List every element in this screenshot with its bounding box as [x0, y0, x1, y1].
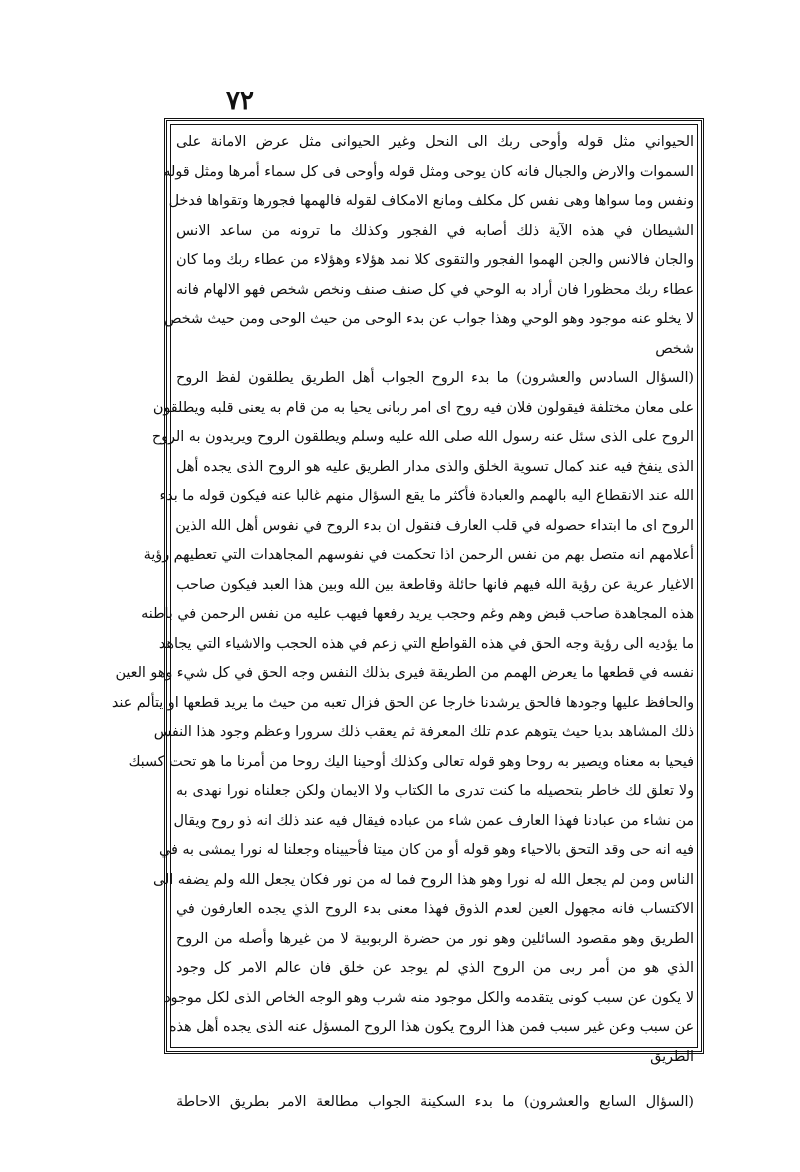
text-line: ما يؤديه الى رؤية وجه الحق في هذه القواطع التي زعم في هذه الحجب والاشياء التي يجاهد — [158, 635, 694, 652]
section-heading-line: (السؤال السادس والعشرون) ما بدء الروح الجواب أهل الطريق يطلقون لفظ الروح — [176, 370, 694, 386]
text-line: من نشاء من عبادنا فهذا العارف عمن شاء من عباده فيقال فيه عند ذلك انه ذو روح ويقال — [173, 812, 694, 829]
text-line: الذى ينفخ فيه عند كمال تسوية الخلق والذى مدار الطريق عليه هو الروح الذى يجده أهل — [176, 458, 694, 475]
section-heading-line: (السؤال السابع والعشرون) ما بدء السكينة الجواب مطالعة الامر بطريق الاحاطة — [176, 1094, 694, 1110]
text-line: لا يخلو عنه موجود وهو الوحي وهذا جواب عن بدء الوحى من حيث الوحى ومن حيث شخص — [164, 311, 694, 327]
text-line: نفسه في قطعها ما يعرض الهمم من الطريقة فيرى بذلك النفس وجه الحق في كل شيء وهو العين — [115, 665, 694, 681]
text-line: عطاء ربك محظورا فان أراد به الوحي في كل صنف صنف ونخص شخص فهو الالهام فانه — [176, 281, 694, 298]
text-line: الذي هو من أمر ربى من الروح الذي لم يوجد عن خلق فان عالم الامر كل وجود — [176, 960, 694, 976]
text-line: ولا تعلق لك خاطر بتحصيله ما كنت تدرى ما الكتاب ولا الايمان ولكن جعلناه نورا نهدى به — [176, 783, 694, 799]
text-line: الطريق — [650, 1048, 694, 1065]
text-line: الطريق وهو مقصود السائلين وهو نور من حضرة الربوبية لا من غيرها وأصله من الروح — [176, 930, 694, 947]
text-line: أعلامهم انه متصل بهم من نفس الرحمن اذا تحكمت في نفوسهم المجاهدات التي تعطيهم رؤية — [143, 547, 694, 563]
text-line: الشيطان في هذه الآية ذلك أصابه في الفجور وكذلك ما ترونه من ساعد الانس — [176, 222, 694, 239]
text-line: على معان مختلفة فيقولون فلان فيه روح اى امر ربانى يحيا به من قام به يعنى قلبه ويطلقون — [152, 399, 694, 416]
text-line: السموات والارض والجبال فانه كان يوحى ومثل قوله وأوحى فى كل سماء أمرها ومثل قوله — [163, 163, 694, 180]
text-line: الروح على الذى سئل عنه رسول الله صلى الله عليه وسلم ويطلقون الروح ويريدون به الروح — [151, 429, 694, 445]
text-line: ذلك المشاهد بديا حيث يتوهم عدم تلك المعرفة ثم يعقب ذلك سرورا وعظم وجود هذا النفس — [153, 724, 694, 740]
text-line: الروح اى ما ابتداء حصوله في قلب العارف فنقول ان بدء الروح في نفوس أهل الله الذين — [175, 517, 694, 534]
text-line: ونفس وما سواها وهى نفس كل مكلف ومانع الامكاف لقوله فالهمها فجورها وتقواها فدخل — [168, 193, 694, 209]
text-line: شخص — [655, 340, 694, 357]
text-line: الحيواني مثل قوله وأوحى ربك الى النحل وغير الحيوانى مثل عرض الامانة على — [176, 134, 694, 150]
text-line: الاغيار عرية عن رؤية الله فيهم فانها حائلة وقاطعة بين الله وبين هذا العبد فيكون صاحب — [176, 576, 694, 593]
text-line: هذه المجاهدة صاحب قبض وهم وغم وحجب يريد رفعها فيهب عليه من نفس الرحمن في باطنه — [141, 606, 694, 622]
paragraph-3 — [176, 1088, 694, 1118]
text-line: الناس ومن لم يجعل الله له نورا وهو هذا الروح فما له من نور فكان يجعل الله ولم يضفه الى — [152, 871, 694, 888]
text-line: والجان فالانس والجن الهموا الفجور والتقوى كلا نمد هؤلاء وهؤلاء من عطاء ربك وما كان — [176, 252, 694, 268]
text-line: فيحيا به معناه ويصير به روحا وهو قوله تعالى وكذلك أوحينا اليك روحا من أمرنا ما هو تحت كسبك — [128, 753, 694, 770]
text-line: الله عند الانقطاع اليه بالهمم والعبادة فأكثر ما يقع السؤال منهم غالبا عنه فيكون قوله ما بدء — [159, 488, 694, 504]
text-line: والحافظ عليها وجودها فالحق يرشدنا خارجا عن الحق فزال تعبه من حيث ما يريد قطعها او يتألم عند — [111, 694, 694, 711]
text-line: الاكتساب فانه مجهول العين لعدم الذوق فهذا معنى بدء الروح الذي يجده العارفون في — [176, 901, 694, 917]
text-line: لا يكون عن سبب كونى يتقدمه والكل موجود منه شرب وهو الوجه الخاص الذى لكل موجود — [164, 989, 694, 1006]
text-line: عن سبب وعن غير سبب فمن هذا الروح يكون هذا الروح المسؤل عنه الذى يجده أهل هذه — [169, 1019, 694, 1035]
text-line: فيه انه حى وقد التحق بالاحياء وهو قوله أو من كان ميتا فأحييناه وجعلنا له نورا يمشى به في — [159, 842, 694, 858]
paragraph-2 — [111, 364, 694, 1072]
text-block — [111, 128, 694, 1110]
page-number: ٧٢ — [226, 86, 254, 116]
paragraph-1 — [163, 128, 694, 364]
